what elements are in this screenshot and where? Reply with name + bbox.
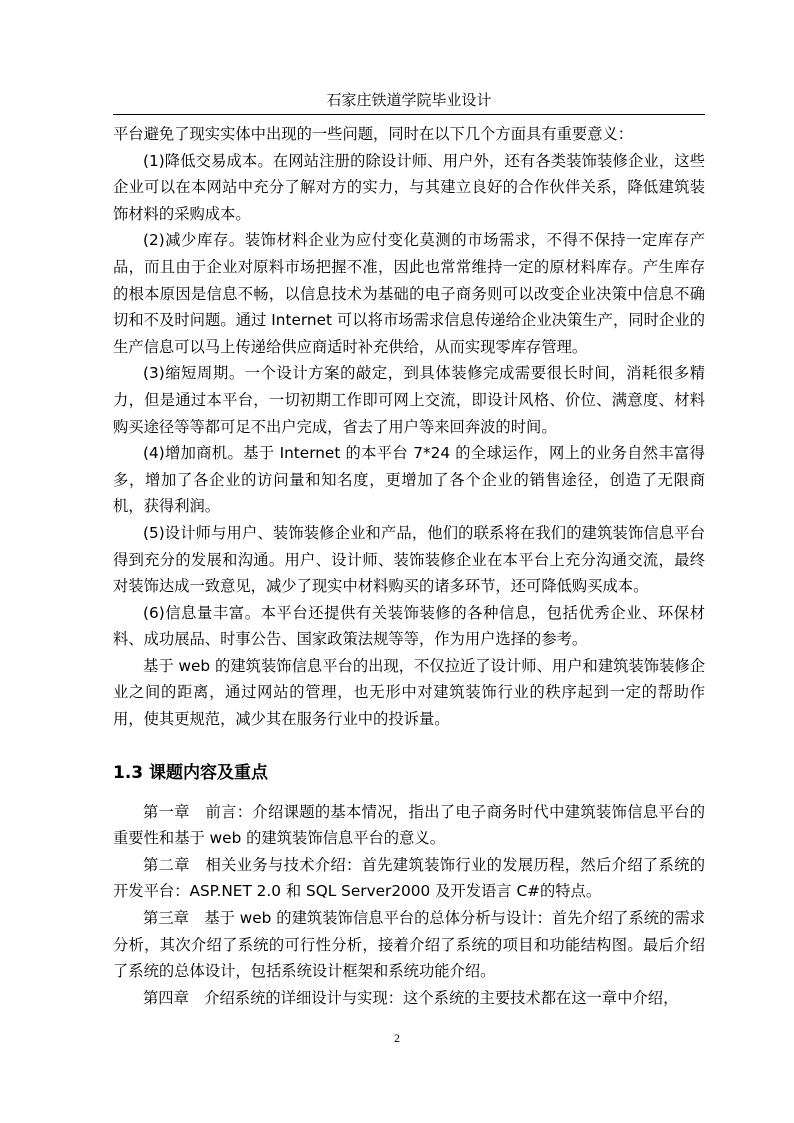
point-paragraph-3: (3)缩短周期。一个设计方案的敲定，到具体装修完成需要很长时间，消耗很多精力，但是通过本平台，一切初期工作即可网上交流，即设计风格、价位、满意度、材料购买途径等等都可足不出户完成，省去了用户等来回奔波的时间。: [113, 364, 705, 436]
section-heading: 1.3 课题内容及重点: [113, 762, 269, 783]
point-paragraph-2: (2)减少库存。装饰材料企业为应付变化莫测的市场需求，不得不保持一定库存产品，而且由于企业对原料市场把握不准，因此也常常维持一定的原材料库存。产生库存的根本原因是信息不畅，以信息技术为基础的电子商务则可以改变企业决策中信息不确切和不及时问题。通过 Internet 可以将市场需求信息传递给企业决策生产，同时企业的生产信息可以马上传递给供应商适时补充供给，从而实现零库存管理。: [113, 231, 705, 356]
chapter-paragraph-4: 第四章 介绍系统的详细设计与实现：这个系统的主要技术都在这一章中介绍，: [143, 988, 679, 1007]
chapter-paragraph-2: 第二章 相关业务与技术介绍：首先建筑装饰行业的发展历程，然后介绍了系统的开发平台：ASP.NET 2.0 和 SQL Server2000 及开发语言 C#的特点。: [113, 855, 705, 901]
point-paragraph-1: (1)降低交易成本。在网站注册的除设计师、用户外，还有各类装饰装修企业，这些企业可以在本网站中充分了解对方的实力，与其建立良好的合作伙伴关系，降低建筑装饰材料的采购成本。: [113, 151, 705, 223]
chapter-paragraph-1: 第一章 前言：介绍课题的基本情况，指出了电子商务时代中建筑装饰信息平台的重要性和基于 web 的建筑装饰信息平台的意义。: [113, 802, 705, 848]
point-paragraph-5: (5)设计师与用户、装饰装修企业和产品，他们的联系将在我们的建筑装饰信息平台得到充分的发展和沟通。用户、设计师、装饰装修企业在本平台上充分沟通交流，最终对装饰达成一致意见，减少了现实中材料购买的诸多环节，还可降低购买成本。: [113, 523, 705, 596]
header-divider: [113, 114, 705, 115]
page-body: [113, 121, 705, 1011]
summary-paragraph: 基于 web 的建筑装饰信息平台的出现，不仅拉近了设计师、用户和建筑装饰装修企业之间的距离，通过网站的管理，也无形中对建筑装饰行业的秩序起到一定的帮助作用，使其更规范，减少其在服务行业中的投诉量。: [113, 656, 705, 729]
page-number: 2: [394, 1031, 400, 1045]
chapter-paragraph-3: 第三章 基于 web 的建筑装饰信息平台的总体分析与设计：首先介绍了系统的需求分析，其次介绍了系统的可行性分析，接着介绍了系统的项目和功能结构图。最后介绍了系统的总体设计，包括系统设计框架和系统功能介绍。: [113, 909, 705, 981]
intro-paragraph: 平台避免了现实实体中出现的一些问题，同时在以下几个方面具有重要意义：: [113, 125, 634, 143]
point-paragraph-6: (6)信息量丰富。本平台还提供有关装饰装修的各种信息，包括优秀企业、环保材料、成功展品、时事公告、国家政策法规等等，作为用户选择的参考。: [113, 603, 705, 649]
point-paragraph-4: (4)增加商机。基于 Internet 的本平台 7*24 的全球运作，网上的业务自然丰富得多，增加了各企业的访问量和知名度，更增加了各个企业的销售途径，创造了无限商机，获得利润。: [113, 444, 705, 516]
page-header-title: 石家庄铁道学院毕业设计: [326, 91, 492, 109]
